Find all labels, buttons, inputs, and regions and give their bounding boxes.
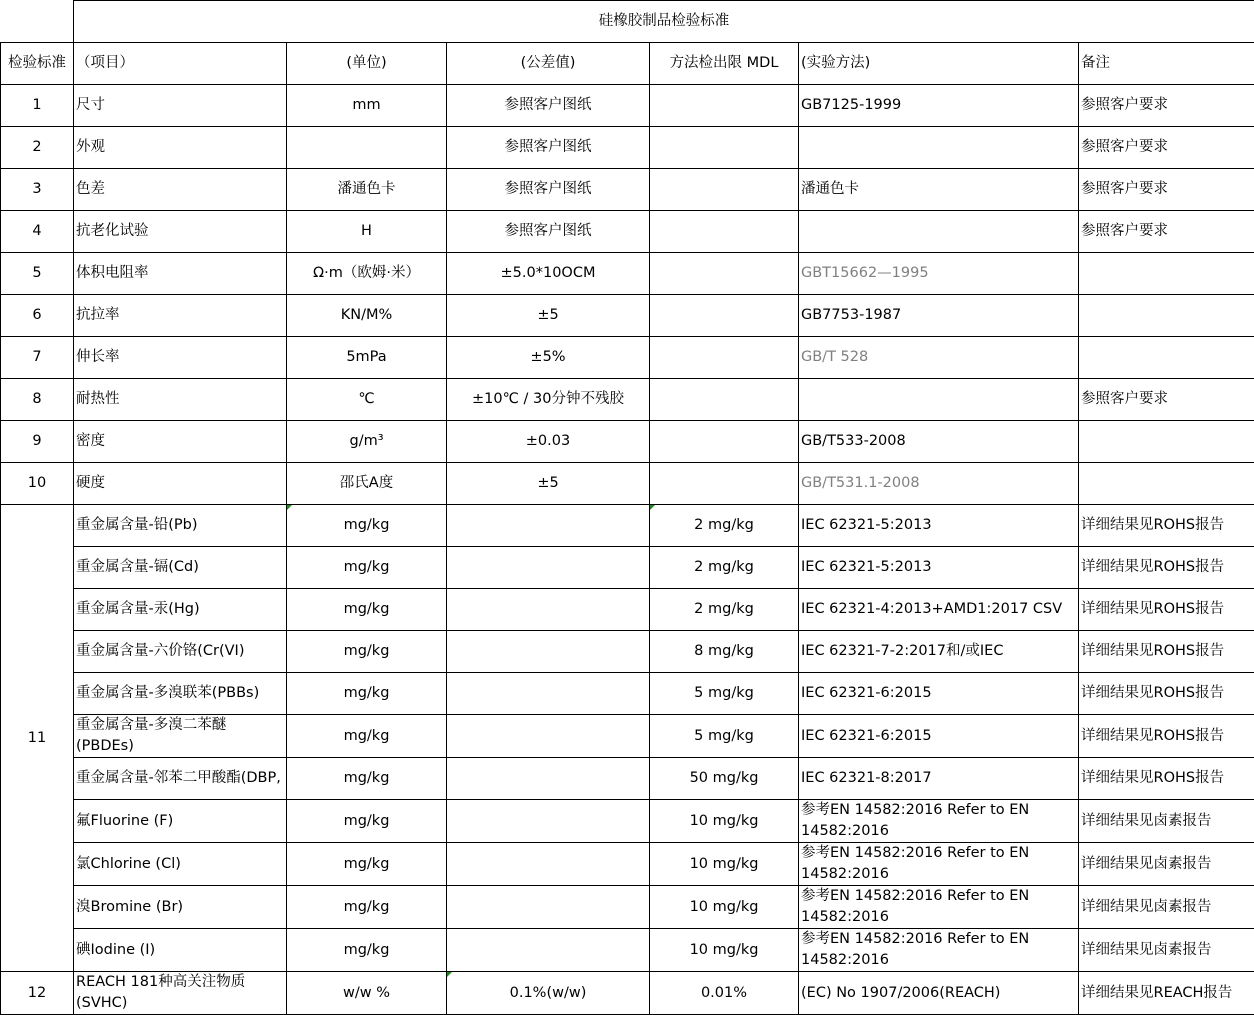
unit-cell — [287, 127, 447, 169]
tolerance-cell — [447, 843, 650, 886]
note-cell: 详细结果见ROHS报告 — [1079, 715, 1254, 758]
note-cell: 详细结果见卤素报告 — [1079, 929, 1254, 972]
tolerance-cell: 0.1%(w/w) — [447, 972, 650, 1015]
table-row — [1, 85, 1254, 127]
item-cell: 重金属含量-六价铬(Cr(VI) — [74, 631, 287, 673]
unit-cell: Ω·m（欧姆·米） — [287, 253, 447, 295]
mdl-cell: 50 mg/kg — [650, 758, 799, 800]
mdl-cell: 8 mg/kg — [650, 631, 799, 673]
tolerance-cell — [447, 929, 650, 972]
method-cell — [799, 211, 1079, 253]
item-cell: 重金属含量-镉(Cd) — [74, 547, 287, 589]
note-cell: 详细结果见REACH报告 — [1079, 972, 1254, 1015]
tolerance-cell — [447, 505, 650, 547]
tolerance-cell: 参照客户图纸 — [447, 169, 650, 211]
tolerance-cell — [447, 673, 650, 715]
tolerance-cell — [447, 631, 650, 673]
table-row — [1, 505, 1254, 547]
unit-cell: mg/kg — [287, 715, 447, 758]
note-cell: 详细结果见ROHS报告 — [1079, 505, 1254, 547]
mdl-cell: 5 mg/kg — [650, 673, 799, 715]
method-cell: GB/T531.1-2008 — [799, 463, 1079, 505]
method-cell: IEC 62321-8:2017 — [799, 758, 1079, 800]
method-cell: GBT15662—1995 — [799, 253, 1079, 295]
note-cell: 详细结果见ROHS报告 — [1079, 589, 1254, 631]
item-cell: 硬度 — [74, 463, 287, 505]
note-cell — [1079, 337, 1254, 379]
note-cell: 参照客户要求 — [1079, 85, 1254, 127]
row-number: 12 — [1, 972, 74, 1015]
mdl-cell: 5 mg/kg — [650, 715, 799, 758]
tolerance-cell — [447, 886, 650, 929]
method-cell: IEC 62321-7-2:2017和/或IEC — [799, 631, 1079, 673]
header-method: (实验方法) — [799, 43, 1079, 85]
mdl-cell: 2 mg/kg — [650, 505, 799, 547]
mdl-cell: 10 mg/kg — [650, 800, 799, 843]
item-cell: 重金属含量-汞(Hg) — [74, 589, 287, 631]
table-row — [1, 886, 1254, 929]
unit-cell: mg/kg — [287, 673, 447, 715]
item-cell: 重金属含量-邻苯二甲酸酯(DBP, — [74, 758, 287, 800]
note-cell: 详细结果见ROHS报告 — [1079, 758, 1254, 800]
mdl-cell — [650, 463, 799, 505]
header-item: （项目） — [74, 43, 287, 85]
unit-cell: mg/kg — [287, 886, 447, 929]
mdl-cell: 10 mg/kg — [650, 929, 799, 972]
mdl-cell — [650, 295, 799, 337]
table-row — [1, 631, 1254, 673]
unit-cell: mm — [287, 85, 447, 127]
row-number: 9 — [1, 421, 74, 463]
item-cell: 重金属含量-多溴二苯醚(PBDEs) — [74, 715, 287, 758]
unit-cell: mg/kg — [287, 589, 447, 631]
note-cell — [1079, 421, 1254, 463]
method-cell: 参考EN 14582:2016 Refer to EN 14582:2016 — [799, 929, 1079, 972]
tolerance-cell — [447, 715, 650, 758]
note-cell: 参照客户要求 — [1079, 127, 1254, 169]
table-row — [1, 673, 1254, 715]
row-number: 6 — [1, 295, 74, 337]
table-row — [1, 295, 1254, 337]
header-row — [1, 43, 1254, 85]
tolerance-cell: ±5.0*10OCM — [447, 253, 650, 295]
table-row — [1, 463, 1254, 505]
unit-cell: mg/kg — [287, 631, 447, 673]
method-cell: GB/T 528 — [799, 337, 1079, 379]
tolerance-cell: 参照客户图纸 — [447, 127, 650, 169]
method-cell: IEC 62321-5:2013 — [799, 547, 1079, 589]
tolerance-cell: 参照客户图纸 — [447, 211, 650, 253]
tolerance-cell — [447, 589, 650, 631]
table-row — [1, 337, 1254, 379]
unit-cell: mg/kg — [287, 800, 447, 843]
unit-cell: ℃ — [287, 379, 447, 421]
item-cell: 溴Bromine (Br) — [74, 886, 287, 929]
method-cell: 参考EN 14582:2016 Refer to EN 14582:2016 — [799, 843, 1079, 886]
method-cell: GB7125-1999 — [799, 85, 1079, 127]
method-cell — [799, 127, 1079, 169]
row-number: 3 — [1, 169, 74, 211]
mdl-cell — [650, 85, 799, 127]
note-cell — [1079, 463, 1254, 505]
unit-cell: KN/M% — [287, 295, 447, 337]
note-cell: 详细结果见ROHS报告 — [1079, 673, 1254, 715]
item-cell: 色差 — [74, 169, 287, 211]
mdl-cell — [650, 211, 799, 253]
unit-cell: 潘通色卡 — [287, 169, 447, 211]
row-number: 7 — [1, 337, 74, 379]
row-number: 5 — [1, 253, 74, 295]
unit-cell: mg/kg — [287, 929, 447, 972]
item-cell: 抗老化试验 — [74, 211, 287, 253]
mdl-cell: 10 mg/kg — [650, 843, 799, 886]
item-cell: REACH 181种高关注物质(SVHC) — [74, 972, 287, 1015]
mdl-cell: 2 mg/kg — [650, 589, 799, 631]
mdl-cell — [650, 127, 799, 169]
tolerance-cell — [447, 800, 650, 843]
note-cell: 详细结果见ROHS报告 — [1079, 547, 1254, 589]
table-row — [1, 589, 1254, 631]
tolerance-cell: ±5% — [447, 337, 650, 379]
method-cell: (EC) No 1907/2006(REACH) — [799, 972, 1079, 1015]
method-cell: IEC 62321-4:2013+AMD1:2017 CSV — [799, 589, 1079, 631]
method-cell: 参考EN 14582:2016 Refer to EN 14582:2016 — [799, 800, 1079, 843]
row-number: 2 — [1, 127, 74, 169]
row-number: 1 — [1, 85, 74, 127]
tolerance-cell: ±5 — [447, 463, 650, 505]
item-cell: 伸长率 — [74, 337, 287, 379]
tolerance-cell — [447, 547, 650, 589]
table-row — [1, 379, 1254, 421]
mdl-cell — [650, 253, 799, 295]
table-row — [1, 169, 1254, 211]
tolerance-cell: 参照客户图纸 — [447, 85, 650, 127]
unit-cell: g/m³ — [287, 421, 447, 463]
method-cell — [799, 379, 1079, 421]
item-cell: 重金属含量-铅(Pb) — [74, 505, 287, 547]
note-cell: 详细结果见ROHS报告 — [1079, 631, 1254, 673]
note-cell: 参照客户要求 — [1079, 169, 1254, 211]
item-cell: 密度 — [74, 421, 287, 463]
unit-cell: 5mPa — [287, 337, 447, 379]
corner-cell — [1, 1, 74, 43]
item-cell: 氯Chlorine (Cl) — [74, 843, 287, 886]
row-number: 4 — [1, 211, 74, 253]
unit-cell: mg/kg — [287, 547, 447, 589]
table-row — [1, 421, 1254, 463]
item-cell: 外观 — [74, 127, 287, 169]
tolerance-cell: ±10℃ / 30分钟不残胶 — [447, 379, 650, 421]
header-unit: (单位) — [287, 43, 447, 85]
mdl-cell — [650, 379, 799, 421]
unit-cell: mg/kg — [287, 843, 447, 886]
note-cell: 参照客户要求 — [1079, 379, 1254, 421]
mdl-cell — [650, 337, 799, 379]
table-row — [1, 800, 1254, 843]
note-cell: 参照客户要求 — [1079, 211, 1254, 253]
method-cell: GB/T533-2008 — [799, 421, 1079, 463]
unit-cell: w/w % — [287, 972, 447, 1015]
table-row — [1, 547, 1254, 589]
header-mdl: 方法检出限 MDL — [650, 43, 799, 85]
method-cell: IEC 62321-6:2015 — [799, 715, 1079, 758]
table-title: 硅橡胶制品检验标准 — [74, 1, 1254, 43]
method-cell: IEC 62321-5:2013 — [799, 505, 1079, 547]
method-cell: 潘通色卡 — [799, 169, 1079, 211]
item-cell: 耐热性 — [74, 379, 287, 421]
item-cell: 碘Iodine (I) — [74, 929, 287, 972]
row-number: 8 — [1, 379, 74, 421]
table-row — [1, 972, 1254, 1015]
table-row — [1, 929, 1254, 972]
unit-cell: 邵氏A度 — [287, 463, 447, 505]
method-cell: IEC 62321-6:2015 — [799, 673, 1079, 715]
header-note: 备注 — [1079, 43, 1254, 85]
mdl-cell — [650, 169, 799, 211]
table-row — [1, 253, 1254, 295]
method-cell: 参考EN 14582:2016 Refer to EN 14582:2016 — [799, 886, 1079, 929]
mdl-cell: 2 mg/kg — [650, 547, 799, 589]
row-number: 10 — [1, 463, 74, 505]
note-cell — [1079, 253, 1254, 295]
tolerance-cell: ±0.03 — [447, 421, 650, 463]
note-cell: 详细结果见卤素报告 — [1079, 843, 1254, 886]
table-row — [1, 843, 1254, 886]
title-row — [1, 1, 1254, 43]
item-cell: 重金属含量-多溴联苯(PBBs) — [74, 673, 287, 715]
mdl-cell: 10 mg/kg — [650, 886, 799, 929]
header-standard: 检验标准 — [1, 43, 74, 85]
item-cell: 氟Fluorine (F) — [74, 800, 287, 843]
tolerance-cell: ±5 — [447, 295, 650, 337]
item-cell: 尺寸 — [74, 85, 287, 127]
header-tolerance: (公差值) — [447, 43, 650, 85]
item-cell: 体积电阻率 — [74, 253, 287, 295]
table-row — [1, 758, 1254, 800]
table-row — [1, 715, 1254, 758]
note-cell: 详细结果见卤素报告 — [1079, 800, 1254, 843]
tolerance-cell — [447, 758, 650, 800]
mdl-cell: 0.01% — [650, 972, 799, 1015]
item-cell: 抗拉率 — [74, 295, 287, 337]
note-cell — [1079, 295, 1254, 337]
note-cell: 详细结果见卤素报告 — [1079, 886, 1254, 929]
mdl-cell — [650, 421, 799, 463]
table-row — [1, 211, 1254, 253]
unit-cell: mg/kg — [287, 758, 447, 800]
table-row — [1, 127, 1254, 169]
row-number: 11 — [1, 505, 74, 972]
method-cell: GB7753-1987 — [799, 295, 1079, 337]
unit-cell: H — [287, 211, 447, 253]
unit-cell: mg/kg — [287, 505, 447, 547]
